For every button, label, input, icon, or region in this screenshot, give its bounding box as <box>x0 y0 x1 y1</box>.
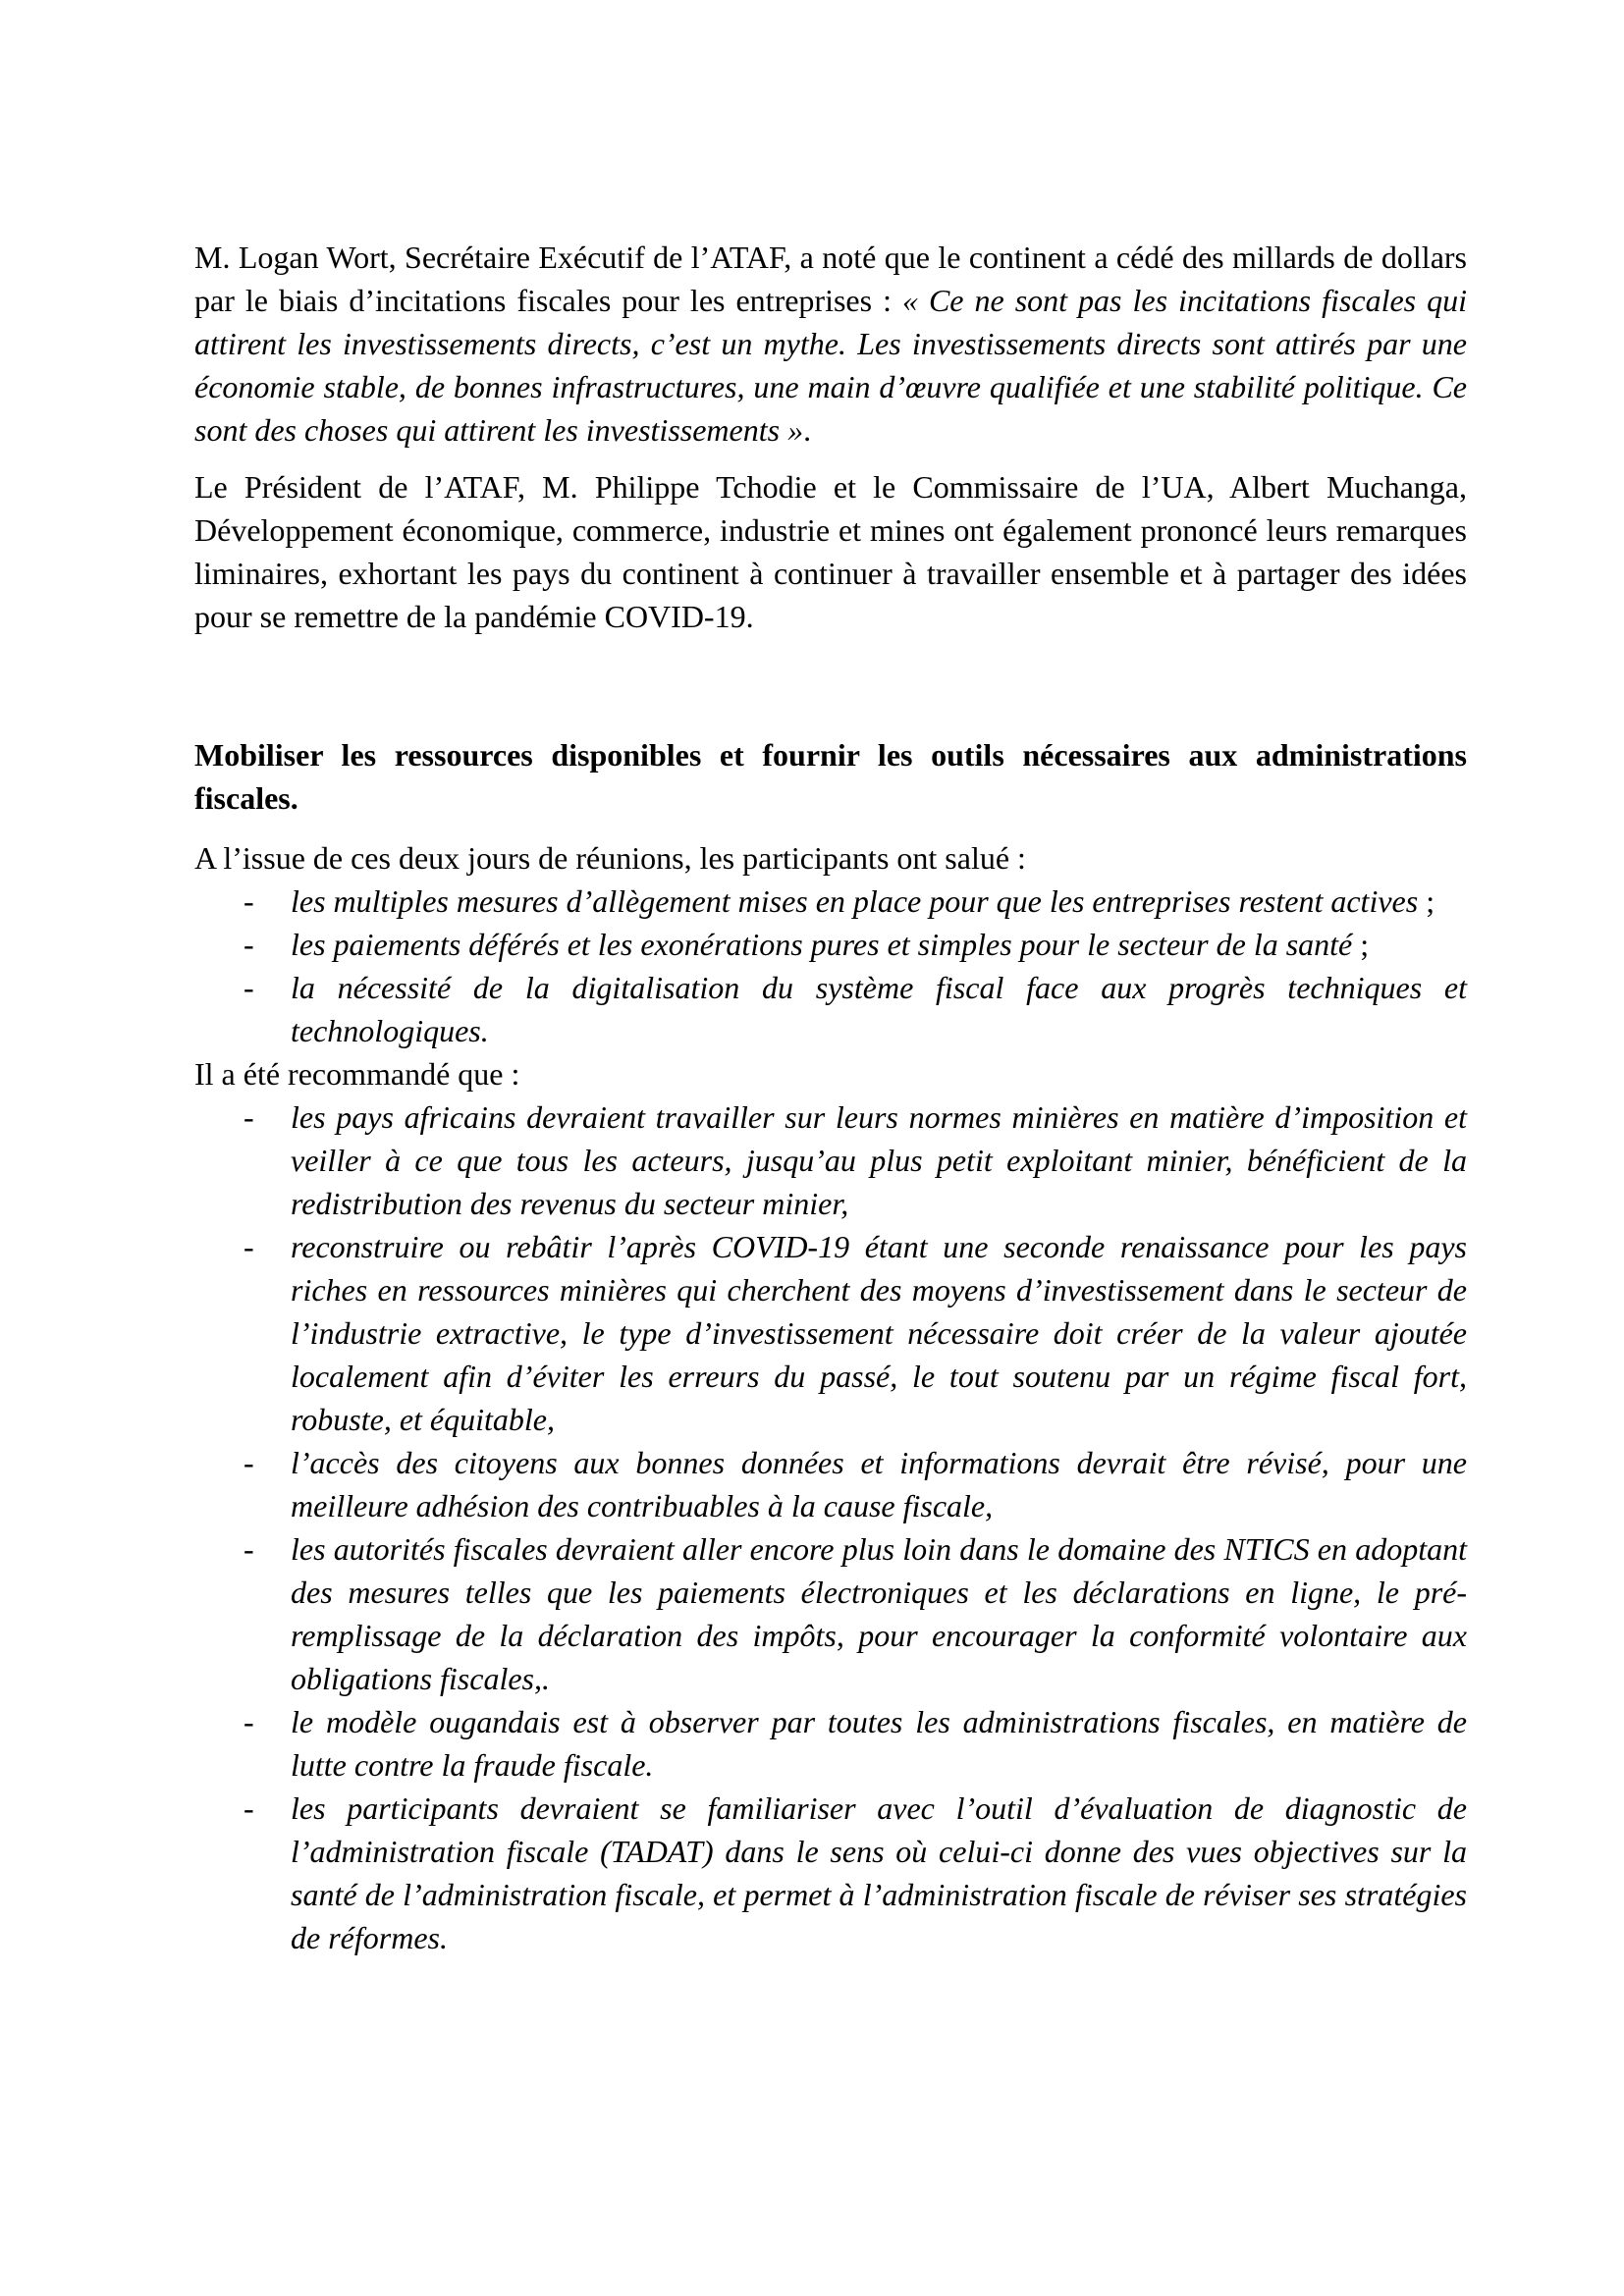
dash-bullet-icon: - <box>244 1445 254 1480</box>
dash-bullet-icon: - <box>244 1099 254 1135</box>
paragraph-logan-wort <box>194 236 1467 452</box>
dash-bullet-icon: - <box>244 1531 254 1567</box>
list-item: - les pays africains devraient travailler sur leurs normes minières en matière d’imposition et veiller à ce que tous les acteurs, jusqu’au plus petit exploitant minier, bénéficient de la redistribution des revenus du secteur minier, <box>194 1095 1467 1225</box>
section-heading: Mobiliser les ressources disponibles et fournir les outils nécessaires aux administrations fiscales. <box>194 737 1467 816</box>
paragraph-president: Le Président de l’ATAF, M. Philippe Tchodie et le Commissaire de l’UA, Albert Muchanga, Développement économique, commerce, industrie et mines ont également prononcé leurs remarques liminaires, exhortant les pays du continent à continuer à travailler ensemble et à partager des idées pour se remettre de la pandémie COVID-19. <box>194 469 1467 634</box>
list-item: - les paiements déférés et les exonérations pures et simples pour le secteur de la santé ; <box>194 923 1467 966</box>
welcomed-intro: A l’issue de ces deux jours de réunions, les participants ont salué : <box>194 840 1026 876</box>
paragraph-end: . <box>803 412 812 448</box>
list-item: - le modèle ougandais est à observer par toutes les administrations fiscales, en matière de lutte contre la fraude fiscale. <box>194 1700 1467 1787</box>
dash-bullet-icon: - <box>244 1790 254 1826</box>
welcomed-list <box>194 880 1467 1052</box>
list-item: - les multiples mesures d’allègement mises en place pour que les entreprises restent actives ; <box>194 880 1467 923</box>
dash-bullet-icon: - <box>244 927 254 962</box>
list-item: - reconstruire ou rebâtir l’après COVID-19 étant une seconde renaissance pour les pays riches en ressources minières qui cherchent des moyens d’investissement dans le secteur de l’industrie extractive, le type d’investissement nécessaire doit créer de la valeur ajoutée localement afin d’éviter les erreurs du passé, le tout soutenu par un régime fiscal fort, robuste, et équitable, <box>194 1225 1467 1441</box>
recommended-list <box>194 1095 1467 1959</box>
dash-bullet-icon: - <box>244 883 254 919</box>
list-item: - les participants devraient se familiariser avec l’outil d’évaluation de diagnostic de l’administration fiscale (TADAT) dans le sens où celui-ci donne des vues objectives sur la santé de l’administration fiscale, et permet à l’administration fiscale de réviser ses stratégies de réformes. <box>194 1787 1467 1959</box>
quote: « Ce ne sont pas les incitations fiscales qui attirent les investissements directs, c’est un mythe. Les investissements directs sont attirés par une économie stable, de bonnes infrastructures, une main d’œuvre qualifiée et une stabilité politique. Ce sont des choses qui attirent les investissements » <box>194 283 1468 448</box>
list-item: - les autorités fiscales devraient aller encore plus loin dans le domaine des NTICS en adoptant des mesures telles que les paiements électroniques et les déclarations en ligne, le pré-remplissage de la déclaration des impôts, pour encourager la conformité volontaire aux obligations fiscales,. <box>194 1527 1467 1700</box>
recommended-intro: Il a été recommandé que : <box>194 1056 520 1092</box>
document-page <box>194 236 1467 1959</box>
dash-bullet-icon: - <box>244 970 254 1005</box>
list-item: - l’accès des citoyens aux bonnes données et informations devrait être révisé, pour une meilleure adhésion des contribuables à la cause fiscale, <box>194 1441 1467 1527</box>
dash-bullet-icon: - <box>244 1704 254 1739</box>
list-item: - la nécessité de la digitalisation du système fiscal face aux progrès techniques et technologiques. <box>194 966 1467 1052</box>
paragraph-lead: M. Logan Wort, Secrétaire Exécutif de l’ATAF, a noté que le continent a cédé des millards de dollars par le biais d’incitations fiscales pour les entreprises : <box>194 240 1467 318</box>
dash-bullet-icon: - <box>244 1229 254 1264</box>
